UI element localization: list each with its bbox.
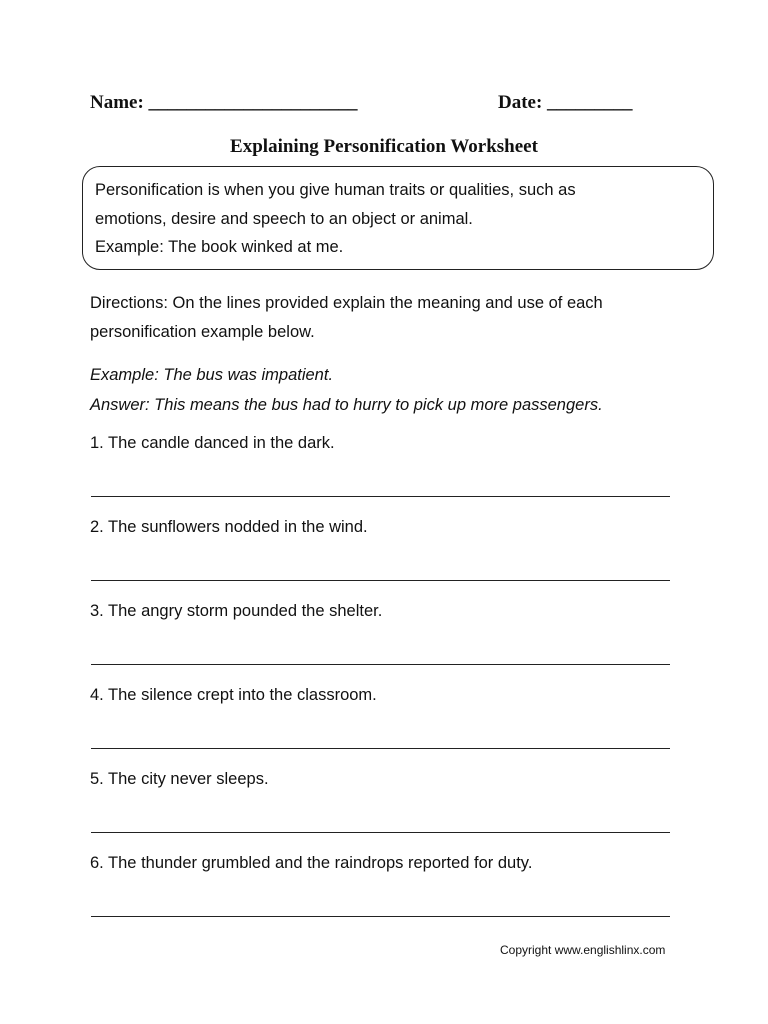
directions — [90, 289, 603, 347]
definition-example: Example: The book winked at me. — [95, 238, 344, 256]
worksheet-title: Explaining Personification Worksheet — [230, 136, 538, 157]
example-sentence: Example: The bus was impatient. — [90, 366, 334, 384]
date-field[interactable]: Date: _________ — [498, 92, 633, 113]
question-1: 1. The candle danced in the dark. — [90, 434, 335, 452]
answer-line-6[interactable] — [91, 916, 670, 917]
question-4: 4. The silence crept into the classroom. — [90, 686, 377, 704]
question-2: 2. The sunflowers nodded in the wind. — [90, 518, 368, 536]
question-3: 3. The angry storm pounded the shelter. — [90, 602, 383, 620]
worked-example — [90, 360, 603, 420]
copyright-notice: Copyright www.englishlinx.com — [500, 943, 666, 957]
question-6: 6. The thunder grumbled and the raindrops reported for duty. — [90, 854, 533, 872]
directions-line: personification example below. — [90, 323, 315, 341]
directions-line: Directions: On the lines provided explain the meaning and use of each — [90, 294, 603, 312]
definition-line: Personification is when you give human traits or qualities, such as — [95, 181, 576, 199]
definition-line: emotions, desire and speech to an object or animal. — [95, 209, 473, 228]
answer-line-3[interactable] — [91, 664, 670, 665]
question-5: 5. The city never sleeps. — [90, 770, 269, 788]
answer-line-5[interactable] — [91, 832, 670, 833]
example-answer: Answer: This means the bus had to hurry to pick up more passengers. — [90, 396, 603, 414]
answer-line-1[interactable] — [91, 496, 670, 497]
header-row — [90, 92, 670, 120]
answer-line-4[interactable] — [91, 748, 670, 749]
definition-box — [82, 166, 714, 270]
name-field[interactable]: Name: ______________________ — [90, 92, 358, 113]
answer-line-2[interactable] — [91, 580, 670, 581]
